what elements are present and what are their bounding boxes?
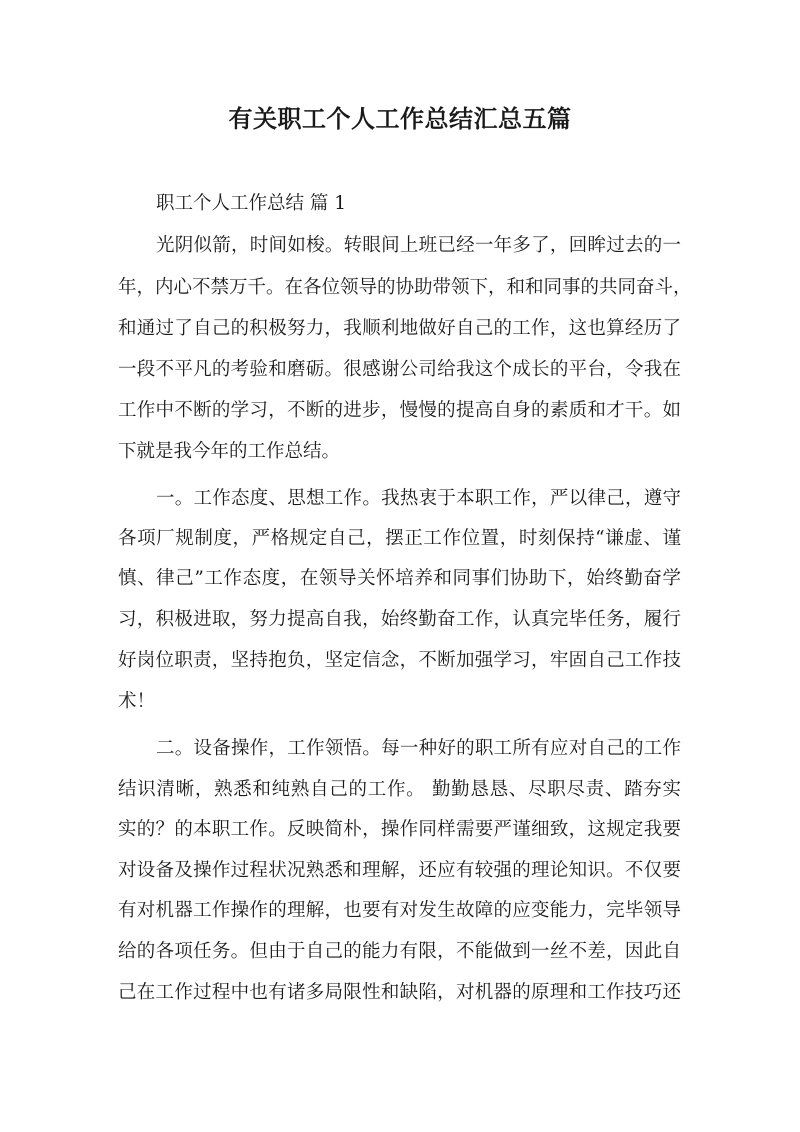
paragraph-line: 工作中不断的学习，不断的进步，慢慢的提高自身的素质和才干。如 <box>118 400 681 421</box>
paragraph-line: 和通过了自己的积极努力，我顺利地做好自己的工作，这也算经历了 <box>118 318 681 339</box>
paragraph-line: 结识清晰，熟悉和纯熟自己的工作。 勤勤恳恳、尽职尽责、踏夯实 <box>118 779 681 800</box>
section-heading: 职工个人工作总结 篇 1 <box>156 193 347 214</box>
paragraph-line: 下就是我今年的工作总结。 <box>118 441 341 462</box>
paragraph-line: 一。工作态度、思想工作。我热衷于本职工作，严以律己，遵守 <box>156 488 681 509</box>
paragraph-line: 光阴似箭，时间如梭。转眼间上班已经一年多了，回眸过去的一 <box>156 235 681 256</box>
paragraph-line: 一段不平凡的考验和磨砺。很感谢公司给我这个成长的平台，令我在 <box>118 359 681 380</box>
paragraph-line: 实的？的本职工作。反映简朴，操作同样需要严谨细致，这规定我要 <box>118 819 681 840</box>
document-title: 有关职工个人工作总结汇总五篇 <box>228 104 572 133</box>
paragraph-line: 有对机器工作操作的理解，也要有对发生故障的应变能力，完毕领导 <box>118 900 681 921</box>
paragraph-line: 年，内心不禁万千。在各位领导的协助带领下，和和同事的共同奋斗， <box>118 277 692 298</box>
paragraph-line: 对设备及操作过程状况熟悉和理解，还应有较强的理论知识。不仅要 <box>118 860 681 881</box>
paragraph-line: 各项厂规制度，严格规定自己，摆正工作位置，时刻保持“谦虚、谨 <box>118 528 681 549</box>
paragraph-line: 好岗位职责，坚持抱负，坚定信念，不断加强学习，牢固自己工作技 <box>118 650 681 671</box>
paragraph-line: 二。设备操作，工作领悟。每一种好的职工所有应对自己的工作 <box>156 738 681 759</box>
paragraph-line: 术！ <box>118 691 156 712</box>
paragraph-line: 给的各项任务。但由于自己的能力有限，不能做到一丝不差，因此自 <box>118 941 681 962</box>
paragraph-line: 己在工作过程中也有诸多局限性和缺陷，对机器的原理和工作技巧还 <box>118 982 681 1003</box>
paragraph-line: 习，积极进取，努力提高自我，始终勤奋工作，认真完毕任务，履行 <box>118 609 681 630</box>
paragraph-line: 慎、律己”工作态度，在领导关怀培养和同事们协助下，始终勤奋学 <box>118 568 681 589</box>
